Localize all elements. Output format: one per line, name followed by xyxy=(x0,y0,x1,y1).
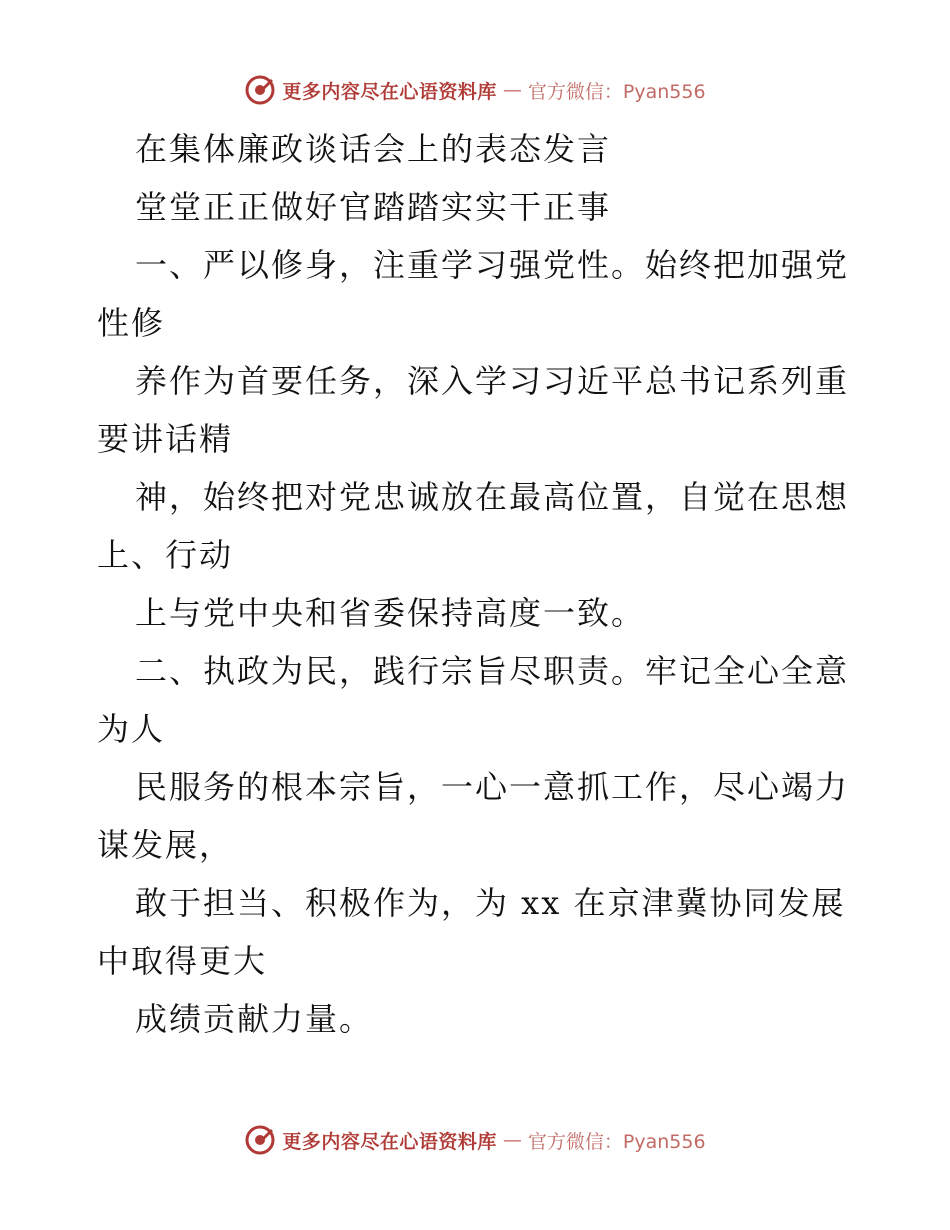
paragraph-line: 神，始终把对党忠诚放在最高位置，自觉在思想 xyxy=(135,478,850,516)
paragraph-line: 二、执政为民，践行宗旨尽职责。牢记全心全意 xyxy=(135,652,850,690)
paragraph-line: 为人 xyxy=(97,710,166,748)
paragraph-line: 民服务的根本宗旨，一心一意抓工作，尽心竭力 xyxy=(135,768,850,806)
banner-dash: — xyxy=(502,79,522,101)
pen-logo-icon xyxy=(244,1124,276,1156)
document-body xyxy=(97,120,857,1048)
paragraph-line: 养作为首要任务，深入学习习近平总书记系列重 xyxy=(135,362,850,400)
paragraph-line: 性修 xyxy=(97,304,166,342)
paragraph-line: 谋发展， xyxy=(97,826,234,864)
document-title: 在集体廉政谈话会上的表态发言 xyxy=(135,130,612,168)
header-watermark-banner xyxy=(0,70,950,110)
pen-logo-icon xyxy=(244,74,276,106)
paragraph-line: 上与党中央和省委保持高度一致。 xyxy=(135,594,646,632)
paragraph-line: 要讲话精 xyxy=(97,420,234,458)
document-subtitle: 堂堂正正做好官踏踏实实干正事 xyxy=(135,188,612,226)
banner-text: 更多内容尽在心语资料库 xyxy=(282,80,497,103)
paragraph-line: 上、行动 xyxy=(97,536,234,574)
paragraph-line: 一、严以修身，注重学习强党性。始终把加强党 xyxy=(135,246,850,284)
paragraph-line: 敢于担当、积极作为，为 xx 在京津冀协同发展 xyxy=(135,884,846,922)
banner-wechat: 官方微信：Pyan556 xyxy=(527,80,706,103)
footer-watermark-banner xyxy=(0,1120,950,1160)
banner-text: 更多内容尽在心语资料库 xyxy=(282,1130,497,1153)
paragraph-line: 中取得更大 xyxy=(97,942,268,980)
banner-dash: — xyxy=(502,1129,522,1151)
paragraph-line: 成绩贡献力量。 xyxy=(135,1000,374,1038)
banner-wechat: 官方微信：Pyan556 xyxy=(527,1130,706,1153)
